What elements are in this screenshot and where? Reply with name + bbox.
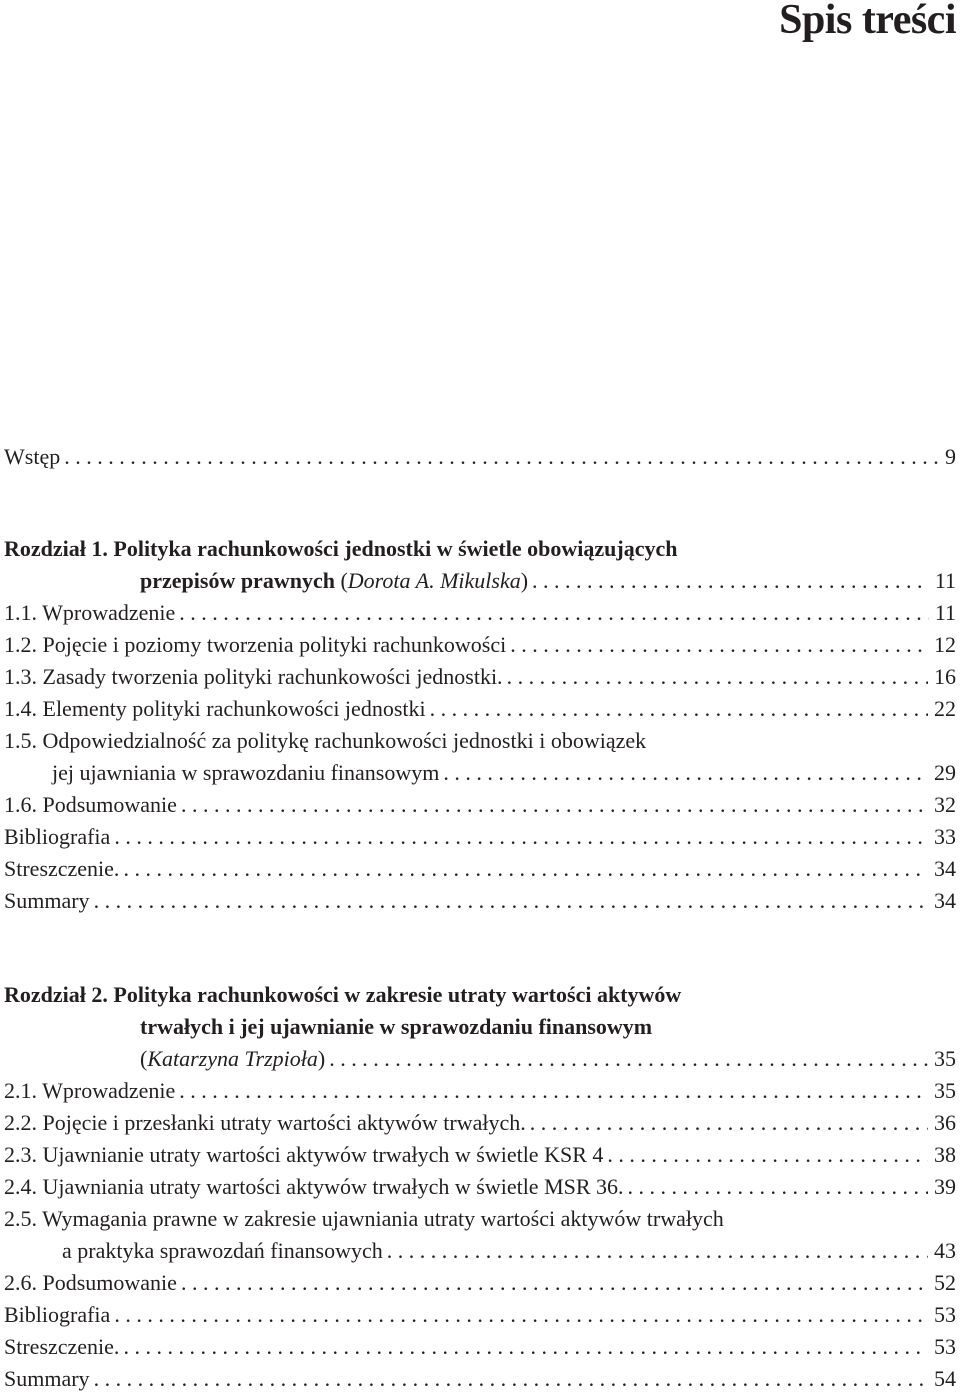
chapter-2-heading-line3[interactable] xyxy=(4,1043,956,1075)
toc-entry[interactable]: Streszczenie. . . . 34 xyxy=(4,853,956,885)
dot-leader xyxy=(387,1235,928,1267)
toc-entry[interactable]: Summary . . . 54 xyxy=(4,1363,956,1395)
dot-leader xyxy=(530,1107,928,1139)
toc-entry[interactable]: 1.6. Podsumowanie . . . 32 xyxy=(4,789,956,821)
toc-page-number: 11 xyxy=(934,568,956,593)
toc-page-number: 34 xyxy=(934,856,956,881)
toc-entry[interactable]: 2.1. Wprowadzenie . . . 35 xyxy=(4,1075,956,1107)
dot-leader xyxy=(114,821,928,853)
dot-leader xyxy=(181,789,928,821)
toc-page-number: 38 xyxy=(934,1142,956,1167)
chapter-author: Dorota A. Mikulska xyxy=(347,568,521,593)
toc-entry-line1[interactable]: 1.5. Odpowiedzialność za politykę rachunkowości jednostki i obowiązek xyxy=(4,728,647,753)
toc-page-number: 32 xyxy=(934,792,956,817)
toc-entry-text: Wstęp xyxy=(4,444,61,469)
dot-leader xyxy=(123,1331,928,1363)
toc-page-number: 35 xyxy=(934,1046,956,1071)
dot-leader xyxy=(181,1267,928,1299)
toc-entry[interactable]: 1.2. Pojęcie i poziomy tworzenia polityki rachunkowości . . . 12 xyxy=(4,629,956,661)
dot-leader xyxy=(532,565,929,597)
toc-entry[interactable]: 2.6. Podsumowanie . . . 52 xyxy=(4,1267,956,1299)
chapter-title-line2: trwałych i jej ujawnianie w sprawozdaniu finansowym xyxy=(140,1014,653,1039)
toc-page-number: 9 xyxy=(945,444,956,469)
chapter-2-heading-line2[interactable] xyxy=(4,1011,956,1043)
dot-leader xyxy=(94,1363,928,1395)
dot-leader xyxy=(607,1139,928,1171)
chapter-title-line1: Polityka rachunkowości jednostki w świetle obowiązujących xyxy=(113,536,678,561)
dot-leader xyxy=(114,1299,928,1331)
toc-page-number: 22 xyxy=(934,696,956,721)
dot-leader xyxy=(179,597,929,629)
toc-entry[interactable]: Bibliografia . . . 33 xyxy=(4,821,956,853)
toc-entry[interactable]: 2.4. Ujawniania utraty wartości aktywów trwałych w świetle MSR 36. . . . 39 xyxy=(4,1171,956,1203)
toc-entry[interactable]: 1.3. Zasady tworzenia polityki rachunkowości jednostki. . . . 16 xyxy=(4,661,956,693)
toc-page-number: 53 xyxy=(934,1302,956,1327)
chapter-author: Katarzyna Trzpioła xyxy=(147,1046,318,1071)
toc-entry[interactable]: 2.3. Ujawnianie utraty wartości aktywów trwałych w świetle KSR 4 . . . 38 xyxy=(4,1139,956,1171)
toc-page-number: 11 xyxy=(934,600,956,625)
toc-entry-intro[interactable] xyxy=(4,441,956,473)
toc-page-number: 16 xyxy=(934,664,956,689)
dot-leader xyxy=(628,1171,928,1203)
chapter-author-line: (Katarzyna Trzpioła) xyxy=(140,1046,326,1071)
toc-page-number: 52 xyxy=(934,1270,956,1295)
chapter-1-heading[interactable] xyxy=(4,533,956,565)
toc-page-number: 35 xyxy=(934,1078,956,1103)
dot-leader xyxy=(179,1075,928,1107)
toc-entry[interactable]: 2.2. Pojęcie i przesłanki utraty wartości aktywów trwałych. . . . 36 xyxy=(4,1107,956,1139)
toc-entry[interactable]: Bibliografia . . . 53 xyxy=(4,1299,956,1331)
chapter-1-heading-line2[interactable] xyxy=(4,565,956,597)
dot-leader xyxy=(94,885,928,917)
toc-page-number: 34 xyxy=(934,888,956,913)
toc-page-number: 36 xyxy=(934,1110,956,1135)
dot-leader xyxy=(64,441,939,473)
toc-entry[interactable]: 1.4. Elementy polityki rachunkowości jednostki . . . 22 xyxy=(4,693,956,725)
toc-entry[interactable]: 1.1. Wprowadzenie . . . 11 xyxy=(4,597,956,629)
chapter-title-line2: przepisów prawnych (Dorota A. Mikulska) xyxy=(140,568,529,593)
toc-page-number: 33 xyxy=(934,824,956,849)
dot-leader xyxy=(443,757,928,789)
chapter-2-heading[interactable] xyxy=(4,979,956,1011)
toc-entry-line2[interactable]: a praktyka sprawozdań finansowych . . . 43 xyxy=(4,1235,956,1267)
toc-page-number: 54 xyxy=(934,1366,956,1391)
toc-page-number: 53 xyxy=(934,1334,956,1359)
toc-page-number: 29 xyxy=(934,760,956,785)
dot-leader xyxy=(510,629,928,661)
chapter-label: Rozdział 1. xyxy=(4,536,108,561)
chapter-title-line1: Polityka rachunkowości w zakresie utraty wartości aktywów xyxy=(113,982,682,1007)
chapter-label: Rozdział 2. xyxy=(4,982,108,1007)
toc-page-number: 12 xyxy=(934,632,956,657)
page-title: Spis treści xyxy=(779,0,956,43)
toc-entry-line1[interactable]: 2.5. Wymagania prawne w zakresie ujawniania utraty wartości aktywów trwałych xyxy=(4,1206,724,1231)
dot-leader xyxy=(507,661,928,693)
toc-entry[interactable]: Streszczenie. . . . 53 xyxy=(4,1331,956,1363)
dot-leader xyxy=(430,693,928,725)
toc-entry[interactable]: Summary . . . 34 xyxy=(4,885,956,917)
toc-entry-line2[interactable]: jej ujawniania w sprawozdaniu finansowym . . . 29 xyxy=(4,757,956,789)
dot-leader xyxy=(329,1043,928,1075)
toc-page-number: 43 xyxy=(934,1238,956,1263)
toc-page-number: 39 xyxy=(934,1174,956,1199)
dot-leader xyxy=(123,853,928,885)
